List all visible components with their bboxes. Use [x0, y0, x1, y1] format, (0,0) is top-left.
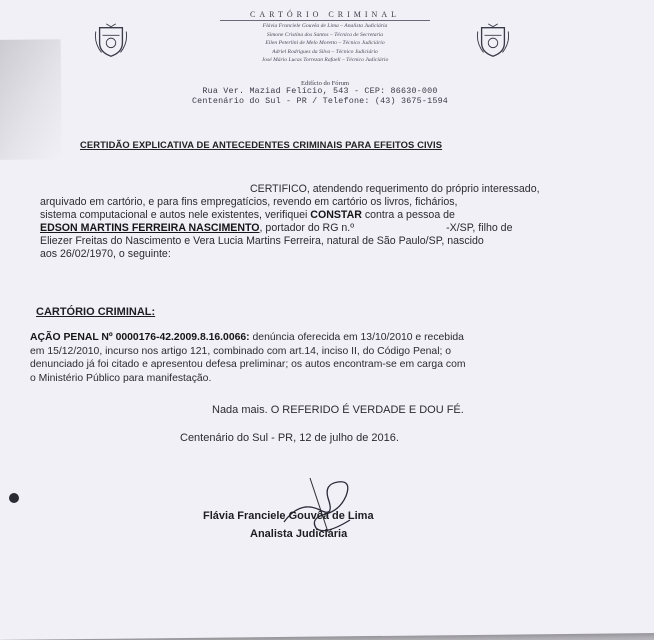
paragraph-line: arquivado em cartório, e para fins empregatícios, revendo em cartório os livros, fichários,: [40, 196, 458, 208]
paragraph-text: contra a pessoa de: [361, 209, 455, 221]
staff-member: José Mário Lucas Torrezan Rafaeli – Técnico Judiciário: [261, 57, 389, 64]
parana-coat-of-arms-icon: [474, 22, 512, 60]
place-and-date: Centenário do Sul - PR, 12 de julho de 2016.: [180, 432, 399, 444]
staff-member: Adriel Rodrigues da Silva – Técnico Judiciário: [272, 48, 378, 55]
paragraph-text: -X/SP, filho de: [446, 222, 513, 234]
letterhead: [0, 0, 654, 120]
address-line: Rua Ver. Maziad Felício, 543 - CEP: 86630-000: [202, 86, 438, 96]
office-name: CARTÓRIO CRIMINAL: [220, 10, 430, 21]
parana-coat-of-arms-icon: [92, 22, 130, 60]
certificate-paragraph: [40, 183, 620, 261]
paragraph-line: Eliezer Freitas do Nascimento e Vera Lucia Martins Ferreira, natural de São Paulo/SP, nascido: [40, 235, 484, 247]
punch-hole-icon: [8, 492, 20, 504]
case-text: denúncia oferecida em 13/10/2010 e recebida: [249, 332, 464, 343]
paragraph-line: CERTIFICO, atendendo requerimento do próprio interessado,: [250, 183, 540, 195]
section-title: CARTÓRIO CRIMINAL:: [36, 306, 156, 318]
constar-emphasis: CONSTAR: [310, 209, 362, 221]
paragraph-line: aos 26/02/1970, o seguinte:: [40, 248, 171, 260]
building-name: Edifício do Fórum: [300, 80, 350, 87]
staff-list: [210, 22, 440, 65]
case-line: o Ministério Público para manifestação.: [30, 372, 212, 384]
case-line: [30, 331, 630, 345]
paragraph-text: sistema computacional e autos nele existentes, verifiquei: [40, 209, 311, 221]
closing-statement: Nada mais. O REFERIDO É VERDADE E DOU FÉ.: [212, 404, 464, 416]
case-line: denunciado já foi citado e apresentou defesa preliminar; os autos encontram-se em carga com: [30, 359, 466, 370]
signer-name: Flávia Franciele Gouvêa de Lima: [203, 510, 374, 522]
paragraph-line: [40, 222, 620, 235]
paragraph-line: [40, 209, 620, 222]
paragraph-text: , portador do RG n.º: [259, 222, 355, 234]
staff-member: Ellen Peterlini de Melo Moretto – Técnico Judiciário: [265, 40, 385, 47]
case-number: AÇÃO PENAL Nº 0000176-42.2009.8.16.0066:: [30, 332, 250, 343]
staff-member: Simone Cristina dos Santos – Técnica de Secretaria: [266, 31, 384, 38]
office-address: [155, 86, 485, 106]
person-name: EDSON MARTINS FERREIRA NASCIMENTO: [40, 222, 260, 234]
address-line: Centenário do Sul - PR / Telefone: (43) 3675-1594: [191, 96, 449, 106]
document-title: CERTIDÃO EXPLICATIVA DE ANTECEDENTES CRIMINAIS PARA EFEITOS CIVIS: [80, 139, 443, 150]
staff-member: Flávia Franciele Gouvêa de Lima – Analista Judiciária: [262, 23, 388, 29]
case-line: em 15/12/2010, incurso nos artigo 121, combinado com art.14, inciso II, do Código Penal; o: [30, 345, 452, 357]
case-record: [30, 331, 630, 385]
signer-role: Analista Judiciária: [250, 528, 348, 540]
